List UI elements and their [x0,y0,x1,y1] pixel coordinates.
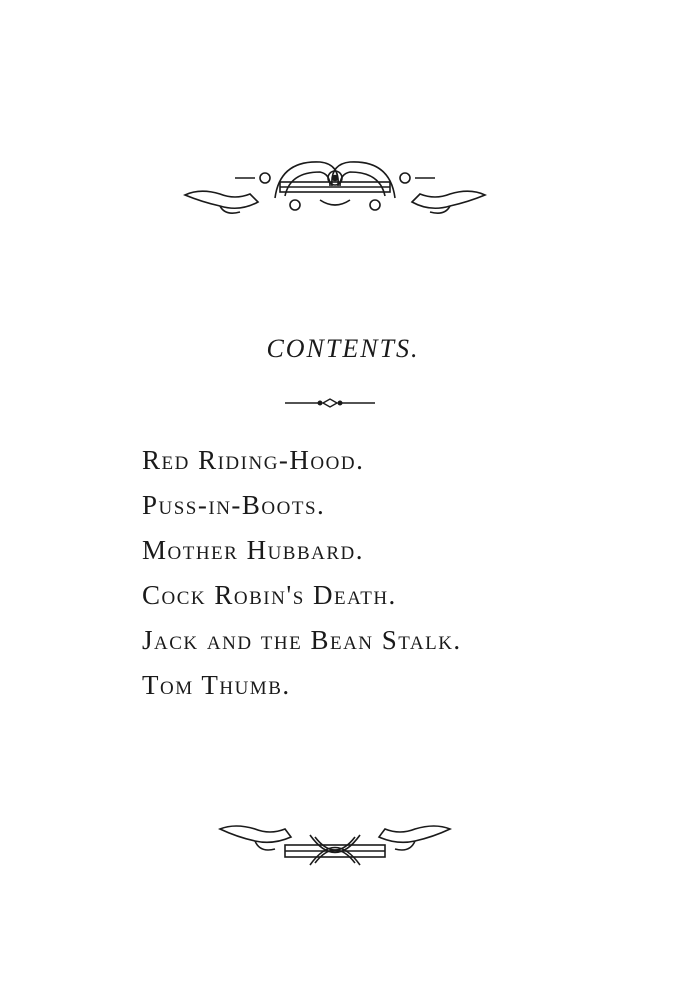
list-item: Jack and the Bean Stalk. [142,625,462,655]
list-item: Tom Thumb. [142,670,291,700]
list-item: Red Riding-Hood. [142,445,365,475]
ornament-bottom-icon [215,815,455,875]
ornament-top-icon [180,150,490,230]
page-title: CONTENTS. [266,334,420,363]
list-item: Mother Hubbard. [142,535,365,565]
list-item: Puss-in-Boots. [142,490,326,520]
divider-icon [285,396,375,410]
contents-list [142,438,462,708]
list-item: Cock Robin's Death. [142,580,397,610]
